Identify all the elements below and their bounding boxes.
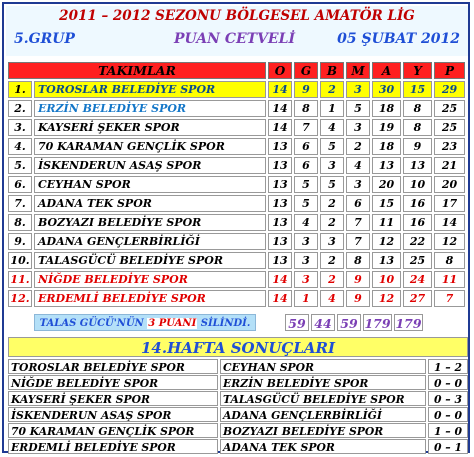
team-name-cell: KAYSERİ ŞEKER SPOR — [34, 119, 266, 136]
stat-cell: 7 — [294, 119, 318, 136]
stat-cell: 3 — [320, 157, 344, 174]
table-row — [8, 81, 465, 98]
home-team-cell: ERDEMLİ BELEDİYE SPOR — [8, 439, 218, 454]
rank-cell: 3. — [8, 119, 32, 136]
stat-cell: 2 — [320, 214, 344, 231]
penalty-note — [34, 314, 256, 331]
stat-cell: 23 — [434, 138, 465, 155]
stat-cell: 17 — [434, 195, 465, 212]
stat-cell: 20 — [434, 176, 465, 193]
standings-rows — [8, 81, 465, 307]
stat-cell: 9 — [346, 290, 370, 307]
stat-cell: 3 — [346, 176, 370, 193]
stat-cell: 24 — [403, 271, 432, 288]
col-header: Y — [403, 62, 432, 79]
stat-cell: 30 — [372, 81, 401, 98]
table-row — [8, 195, 465, 212]
home-team-cell: NİĞDE BELEDİYE SPOR — [8, 375, 218, 390]
stat-cell: 7 — [346, 214, 370, 231]
team-name-cell: ERDEMLİ BELEDİYE SPOR — [34, 290, 266, 307]
group-label: 5.GRUP — [14, 31, 75, 47]
table-row — [8, 233, 465, 250]
stat-cell: 13 — [268, 176, 292, 193]
total-cell: 59 — [337, 314, 361, 331]
stat-cell: 3 — [294, 233, 318, 250]
teams-header: TAKIMLAR — [8, 62, 266, 79]
away-team-cell: ADANA TEK SPOR — [220, 439, 426, 454]
note-highlight: 3 PUANI — [148, 318, 197, 329]
stat-cell: 8 — [434, 252, 465, 269]
stat-cell: 15 — [372, 195, 401, 212]
score-cell: 1 – 2 — [428, 359, 468, 374]
stat-cell: 3 — [294, 252, 318, 269]
stat-cell: 8 — [346, 252, 370, 269]
home-team-cell: 70 KARAMAN GENÇLİK SPOR — [8, 423, 218, 438]
standings-table-wrapper — [6, 60, 467, 309]
stat-cell: 12 — [434, 233, 465, 250]
rank-cell: 2. — [8, 100, 32, 117]
table-row — [8, 271, 465, 288]
header-panel — [6, 6, 468, 56]
stat-cell: 14 — [434, 214, 465, 231]
stat-cell: 25 — [403, 252, 432, 269]
col-header: O — [268, 62, 292, 79]
stat-cell: 13 — [268, 157, 292, 174]
table-row — [8, 100, 465, 117]
away-team-cell: BOZYAZI BELEDİYE SPOR — [220, 423, 426, 438]
stat-cell: 13 — [268, 252, 292, 269]
total-cell: 44 — [311, 314, 335, 331]
col-header: G — [294, 62, 318, 79]
table-row — [8, 157, 465, 174]
table-row — [8, 290, 465, 307]
stat-cell: 3 — [320, 233, 344, 250]
stat-cell: 13 — [403, 157, 432, 174]
score-cell: 0 – 0 — [428, 407, 468, 422]
stat-cell: 14 — [268, 100, 292, 117]
stat-cell: 13 — [372, 157, 401, 174]
stat-cell: 9 — [403, 138, 432, 155]
table-row — [8, 119, 465, 136]
stat-cell: 2 — [320, 271, 344, 288]
standings-table — [6, 60, 467, 309]
stat-cell: 8 — [403, 119, 432, 136]
stat-cell: 11 — [434, 271, 465, 288]
stat-cell: 5 — [346, 100, 370, 117]
stat-cell: 13 — [268, 138, 292, 155]
stat-cell: 14 — [268, 81, 292, 98]
stat-cell: 11 — [372, 214, 401, 231]
stat-cell: 20 — [372, 176, 401, 193]
stat-cell: 12 — [372, 290, 401, 307]
stat-cell: 2 — [320, 252, 344, 269]
stat-cell: 3 — [294, 271, 318, 288]
date-label: 05 ŞUBAT 2012 — [337, 31, 460, 47]
stat-cell: 27 — [403, 290, 432, 307]
table-row — [8, 252, 465, 269]
team-name-cell: BOZYAZI BELEDİYE SPOR — [34, 214, 266, 231]
stat-cell: 1 — [320, 100, 344, 117]
rank-cell: 5. — [8, 157, 32, 174]
team-name-cell: ERZİN BELEDİYE SPOR — [34, 100, 266, 117]
stat-cell: 6 — [294, 138, 318, 155]
col-header: A — [372, 62, 401, 79]
stat-cell: 15 — [403, 81, 432, 98]
stat-cell: 5 — [320, 138, 344, 155]
stat-cell: 13 — [268, 233, 292, 250]
stat-cell: 2 — [320, 195, 344, 212]
stat-cell: 13 — [372, 252, 401, 269]
stat-cell: 16 — [403, 195, 432, 212]
col-header: P — [434, 62, 465, 79]
away-team-cell: ERZİN BELEDİYE SPOR — [220, 375, 426, 390]
rank-cell: 12. — [8, 290, 32, 307]
team-name-cell: CEYHAN SPOR — [34, 176, 266, 193]
stat-cell: 21 — [434, 157, 465, 174]
total-cell: 59 — [285, 314, 309, 331]
stat-cell: 10 — [403, 176, 432, 193]
team-name-cell: NİĞDE BELEDİYE SPOR — [34, 271, 266, 288]
subtitle: PUAN CETVELİ — [174, 31, 295, 47]
rank-cell: 8. — [8, 214, 32, 231]
stat-cell: 25 — [434, 100, 465, 117]
stat-cell: 8 — [294, 100, 318, 117]
table-row — [8, 214, 465, 231]
stat-cell: 1 — [294, 290, 318, 307]
table-row — [8, 176, 465, 193]
stat-cell: 6 — [346, 195, 370, 212]
standings-sheet — [2, 2, 470, 453]
stat-cell: 8 — [403, 100, 432, 117]
rank-cell: 11. — [8, 271, 32, 288]
stat-cell: 9 — [294, 81, 318, 98]
rank-cell: 1. — [8, 81, 32, 98]
rank-cell: 4. — [8, 138, 32, 155]
note-text: TALAS GÜCÜ'NÜN — [39, 318, 144, 329]
note-text-end: SİLİNDİ. — [200, 318, 251, 329]
stat-cell: 2 — [346, 138, 370, 155]
team-name-cell: TOROSLAR BELEDİYE SPOR — [34, 81, 266, 98]
score-cell: 1 – 0 — [428, 423, 468, 438]
stat-cell: 2 — [320, 81, 344, 98]
total-cell: 179 — [364, 316, 391, 331]
stat-cell: 14 — [268, 271, 292, 288]
page-title: 2011 – 2012 SEZONU BÖLGESEL AMATÖR LİG — [59, 8, 415, 24]
stat-cell: 5 — [320, 176, 344, 193]
home-team-cell: TOROSLAR BELEDİYE SPOR — [8, 359, 218, 374]
stat-cell: 13 — [268, 195, 292, 212]
stat-cell: 22 — [403, 233, 432, 250]
home-team-cell: İSKENDERUN ASAŞ SPOR — [8, 407, 218, 422]
stat-cell: 5 — [294, 176, 318, 193]
stat-cell: 14 — [268, 290, 292, 307]
stat-cell: 12 — [372, 233, 401, 250]
stat-cell: 3 — [346, 81, 370, 98]
rank-cell: 7. — [8, 195, 32, 212]
rank-cell: 9. — [8, 233, 32, 250]
stat-cell: 29 — [434, 81, 465, 98]
table-row — [8, 138, 465, 155]
stat-cell: 14 — [268, 119, 292, 136]
stat-cell: 4 — [294, 214, 318, 231]
away-team-cell: ADANA GENÇLERBİRLİĞİ — [220, 407, 426, 422]
stat-cell: 4 — [346, 157, 370, 174]
stat-cell: 18 — [372, 138, 401, 155]
score-cell: 0 – 0 — [428, 375, 468, 390]
week-results-title: 14.HAFTA SONUÇLARI — [8, 337, 468, 357]
stat-cell: 3 — [346, 119, 370, 136]
stat-cell: 18 — [372, 100, 401, 117]
stat-cell: 6 — [294, 157, 318, 174]
home-team-cell: KAYSERİ ŞEKER SPOR — [8, 391, 218, 406]
team-name-cell: İSKENDERUN ASAŞ SPOR — [34, 157, 266, 174]
total-cell: 179 — [395, 316, 422, 331]
away-team-cell: CEYHAN SPOR — [220, 359, 426, 374]
team-name-cell: ADANA GENÇLERBİRLİĞİ — [34, 233, 266, 250]
col-header: M — [346, 62, 370, 79]
stat-cell: 5 — [294, 195, 318, 212]
score-cell: 0 – 1 — [428, 439, 468, 454]
team-name-cell: ADANA TEK SPOR — [34, 195, 266, 212]
stat-cell: 4 — [320, 290, 344, 307]
table-header-row — [8, 62, 465, 79]
team-name-cell: 70 KARAMAN GENÇLİK SPOR — [34, 138, 266, 155]
score-cell: 0 – 3 — [428, 391, 468, 406]
away-team-cell: TALASGÜCÜ BELEDİYE SPOR — [220, 391, 426, 406]
team-name-cell: TALASGÜCÜ BELEDİYE SPOR — [34, 252, 266, 269]
stat-cell: 16 — [403, 214, 432, 231]
stat-cell: 9 — [346, 271, 370, 288]
col-header: B — [320, 62, 344, 79]
stat-cell: 10 — [372, 271, 401, 288]
rank-cell: 6. — [8, 176, 32, 193]
stat-cell: 13 — [268, 214, 292, 231]
stat-cell: 19 — [372, 119, 401, 136]
stat-cell: 7 — [346, 233, 370, 250]
stat-cell: 7 — [434, 290, 465, 307]
stat-cell: 25 — [434, 119, 465, 136]
stat-cell: 4 — [320, 119, 344, 136]
rank-cell: 10. — [8, 252, 32, 269]
